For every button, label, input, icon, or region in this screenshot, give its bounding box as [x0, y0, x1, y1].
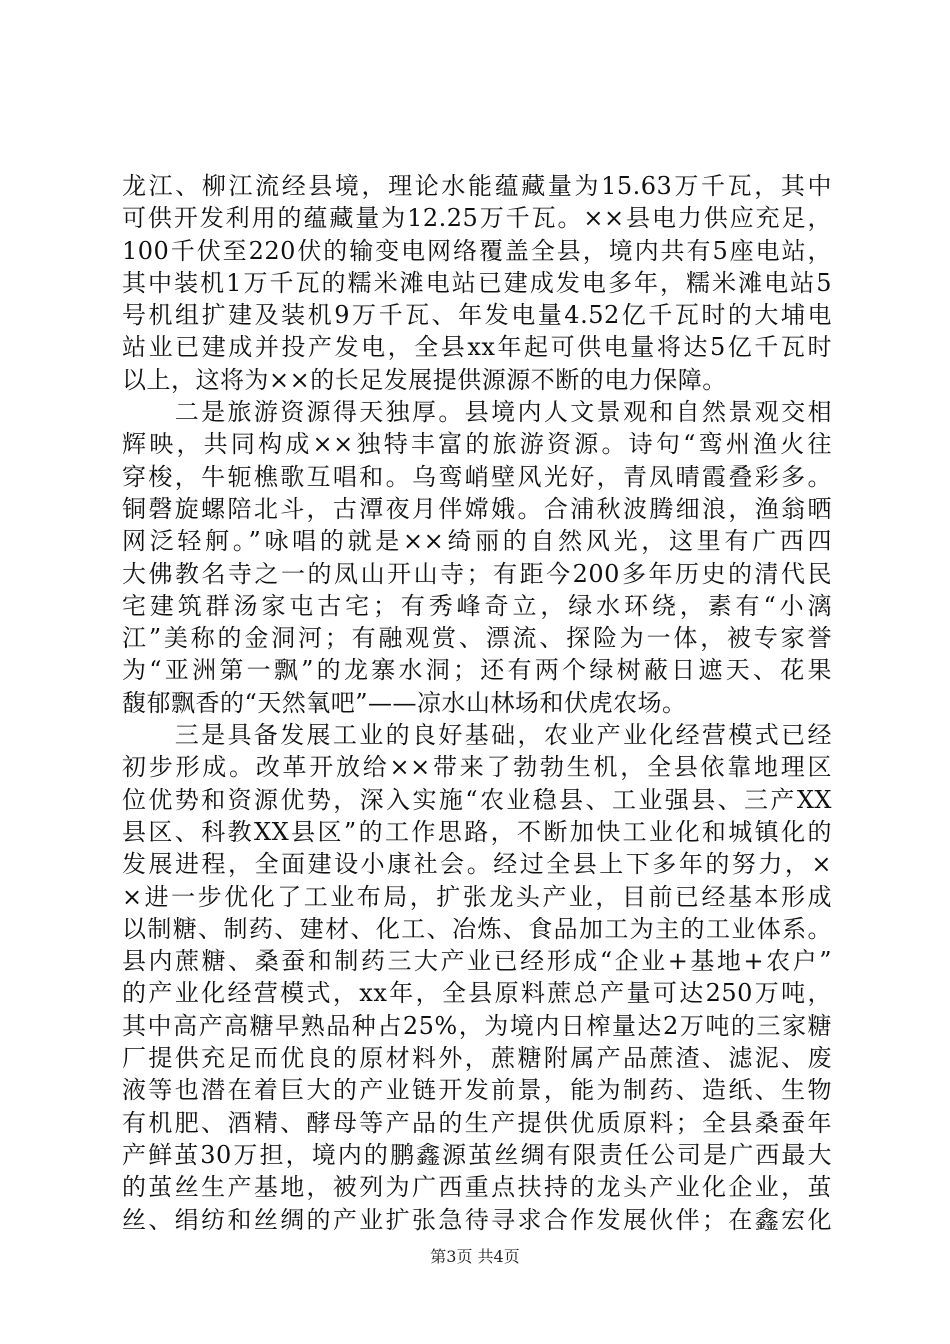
- text-line: 其中装机1万千瓦的糯米滩电站已建成发电多年，糯米滩电站5: [122, 268, 832, 297]
- text-line: ×进一步优化了工业布局，扩张龙头产业，目前已经基本形成: [122, 882, 832, 911]
- text-line: 县区、科教XX县区”的工作思路，不断加快工业化和城镇化的: [122, 817, 832, 846]
- text-line: 龙江、柳江流经县境，理论水能蕴藏量为15.63万千瓦，其中: [122, 172, 832, 200]
- text-line: 馥郁飘香的“天然氧吧”——凉水山林场和伏虎农场。: [122, 688, 687, 717]
- text-line: 穿梭，牛轭樵歌互唱和。乌鸾峭壁风光好，青凤晴霞叠彩多。: [122, 462, 832, 491]
- text-line: 二是旅游资源得天独厚。县境内人文景观和自然景观交相: [122, 398, 832, 427]
- text-line: 的茧丝生产基地，被列为广西重点扶持的龙头产业化企业，茧: [122, 1173, 832, 1202]
- text-line: 初步形成。改革开放给××带来了勃勃生机，全县依靠地理区: [122, 753, 832, 782]
- text-line: 产鲜茧30万担，境内的鹏鑫源茧丝绸有限责任公司是广西最大: [122, 1140, 832, 1169]
- text-line: 宅建筑群汤家屯古宅；有秀峰奇立，绿水环绕，素有“小漓: [122, 591, 832, 620]
- text-line: 三是具备发展工业的良好基础，农业产业化经营模式已经: [122, 721, 832, 750]
- text-line: 县内蔗糖、桑蚕和制药三大产业已经形成“企业+基地+农户”: [122, 947, 832, 976]
- text-line: 液等也潜在着巨大的产业链开发前景，能为制药、造纸、生物: [122, 1076, 832, 1105]
- text-line: 以上，这将为××的长足发展提供源源不断的电力保障。: [122, 365, 727, 394]
- text-line: 位优势和资源优势，深入实施“农业稳县、工业强县、三产XX: [122, 785, 832, 814]
- text-line: 其中高产高糖早熟品种占25%，为境内日榨量达2万吨的三家糖: [122, 1011, 832, 1040]
- body-text: [122, 170, 832, 1236]
- text-line: 铜磬旋螺陪北斗，古潭夜月伴嫦娥。合浦秋波腾细浪，渔翁晒: [122, 494, 832, 523]
- text-line: 100千伏至220伏的输变电网络覆盖全县，境内共有5座电站，: [122, 236, 832, 265]
- text-line: 厂提供充足而优良的原材料外，蔗糖附属产品蔗渣、滤泥、废: [122, 1044, 832, 1073]
- text-line: 辉映，共同构成××独特丰富的旅游资源。诗句“鸾州渔火往: [122, 430, 832, 459]
- text-line: 江”美称的金洞河；有融观赏、漂流、探险为一体，被专家誉: [122, 624, 832, 653]
- text-line: 有机肥、酒精、酵母等产品的生产提供优质原料；全县桑蚕年: [122, 1108, 832, 1137]
- text-line: 站业已建成并投产发电，全县xx年起可供电量将达5亿千瓦时: [122, 333, 832, 362]
- text-line: 号机组扩建及装机9万千瓦、年发电量4.52亿千瓦时的大埔电: [122, 301, 832, 330]
- text-line: 以制糖、制药、建材、化工、冶炼、食品加工为主的工业体系。: [122, 914, 832, 943]
- text-line: 的产业化经营模式，xx年，全县原料蔗总产量可达250万吨，: [122, 979, 832, 1008]
- text-line: 为“亚洲第一飘”的龙寨水洞；还有两个绿树蔽日遮天、花果: [122, 656, 832, 685]
- text-line: 丝、绢纺和丝绸的产业扩张急待寻求合作发展伙伴；在鑫宏化: [122, 1205, 832, 1234]
- text-line: 网泛轻舸。”咏唱的就是××绮丽的自然风光，这里有广西四: [122, 527, 832, 556]
- page-footer: 第3页 共4页: [430, 1247, 520, 1266]
- text-line: 大佛教名寺之一的凤山开山寺；有距今200多年历史的清代民: [122, 559, 832, 588]
- text-line: 可供开发利用的蕴藏量为12.25万千瓦。××县电力供应充足，: [122, 204, 832, 233]
- text-line: 发展进程，全面建设小康社会。经过全县上下多年的努力，×: [122, 850, 832, 879]
